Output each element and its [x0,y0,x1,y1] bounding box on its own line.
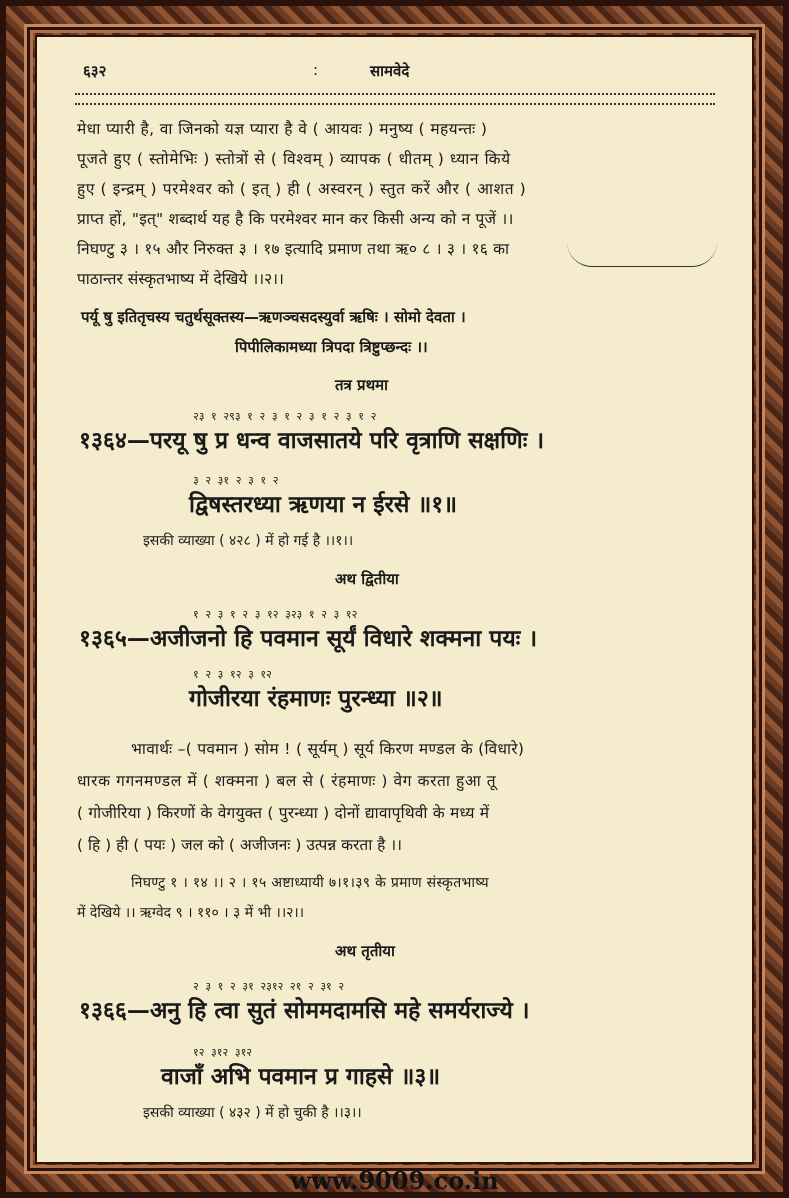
prose-line: मेधा प्यारी है, वा जिनको यज्ञ प्यारा है वे ( आयवः ) मनुष्य ( महयन्तः ) [77,120,488,138]
running-title: सामवेदे [370,62,410,80]
prose-line: निघण्टु ३ । १५ और निरुक्त ३ । १७ इत्यादि प्रमाण तथा ऋ० ८ । ३ । १६ का [77,240,510,258]
mantra-verse: गोजीरया रंहमाणः पुरन्ध्या ॥२॥ [189,686,443,712]
mantra-verse: १३६६—अनु हि त्वा सुतं सोममदामसि महे समर्यराज्ये । [79,998,530,1024]
svara-marks: २३ १ २९३ १ २ ३ १ २ ३ १ २ ३ १ २ [193,410,377,423]
explanation-note: इसकी व्याख्या ( ४२८ ) में हो गई है ।।१।। [143,533,354,549]
mantra-heading: तत्र प्रथमा [335,376,389,394]
sukta-intro-line: पिपीलिकामध्या त्रिपदा त्रिष्टुप्छन्दः ।। [235,338,428,356]
handwritten-underline [567,242,717,267]
sukta-intro-line: पर्यू षु इतितृचस्य चतुर्थसूक्तस्य—ऋणञ्चसदस्युर्वा ऋषिः । सोमो देवता । [81,308,466,326]
page-number: ६३२ [83,62,107,80]
reference-line: में देखिये ।। ऋग्वेद ९ । ११० । ३ में भी ।।२।। [77,905,305,921]
mantra-verse: द्विषस्तरध्या ऋणया न ईरसे ॥१॥ [189,492,457,518]
site-watermark: www.9009.co.in [290,1166,499,1195]
svara-marks: १ २ ३ १२ ३ १२ [193,668,272,681]
mantra-verse: वाजाँ अभि पवमान प्र गाहसे ॥३॥ [161,1064,441,1090]
svara-marks: २ ३ १ २ ३१ २३१२ २१ २ ३१ २ [193,980,345,993]
mantra-verse: १३६४—परयू षु प्र धन्व वाजसातये परि वृत्राणि सक्षणिः । [79,428,545,454]
prose-line: हुए ( इन्द्रम् ) परमेश्वर को ( इत् ) ही ( अस्वरन् ) स्तुत करें और ( आशत ) [77,180,527,198]
svara-marks: ३ २ ३१ २ ३ १ २ [193,474,279,487]
bhavartha-line: धारक गगनमण्डल में ( शक्मना ) बल से ( रंहमाणः ) वेग करता हुआ तू [77,772,497,790]
header-separator: : [313,61,319,79]
prose-line: प्राप्त हों, "इत्" शब्दार्थ यह है कि परमेश्वर मान कर किसी अन्य को न पूजें ।। [77,210,514,228]
mantra-verse: १३६५—अजीजनो हि पवमान सूर्यं विधारे शक्मना पयः । [79,626,538,652]
prose-line: पूजते हुए ( स्तोमेभिः ) स्तोत्रों से ( विश्वम् ) व्यापक ( धीतम् ) ध्यान किये [77,150,511,168]
book-page [37,37,752,1162]
mantra-heading: अथ तृतीया [335,942,395,960]
bhavartha-line: भावार्थः –( पवमान ) सोम ! ( सूर्यम् ) सूर्य किरण मण्डल के (विधारे) [131,740,525,758]
svara-marks: १२ ३१२ ३१२ [193,1046,253,1059]
page-header [83,57,713,85]
bhavartha-line: ( गोजीरिया ) किरणों के वेगयुक्त ( पुरन्ध्या ) दोनों द्यावापृथिवी के मध्य में [77,804,490,822]
bhavartha-line: ( हि ) ही ( पयः ) जल को ( अजीजनः ) उत्पन्न करता है ।। [77,836,403,854]
reference-line: निघण्टु १ । १४ ।। २ । १५ अष्टाध्यायी ७।१।३९ के प्रमाण संस्कृतभाष्य [131,875,489,891]
explanation-note: इसकी व्याख्या ( ४३२ ) में हो चुकी है ।।३।। [143,1105,362,1121]
prose-line: पाठान्तर संस्कृतभाष्य में देखिये ।।२।। [77,270,284,288]
svara-marks: १ २ ३ १ २ ३ १२ ३२३ १ २ ३ १२ [193,608,358,621]
mantra-heading: अथ द्वितीया [335,570,399,588]
header-rule [75,93,715,105]
